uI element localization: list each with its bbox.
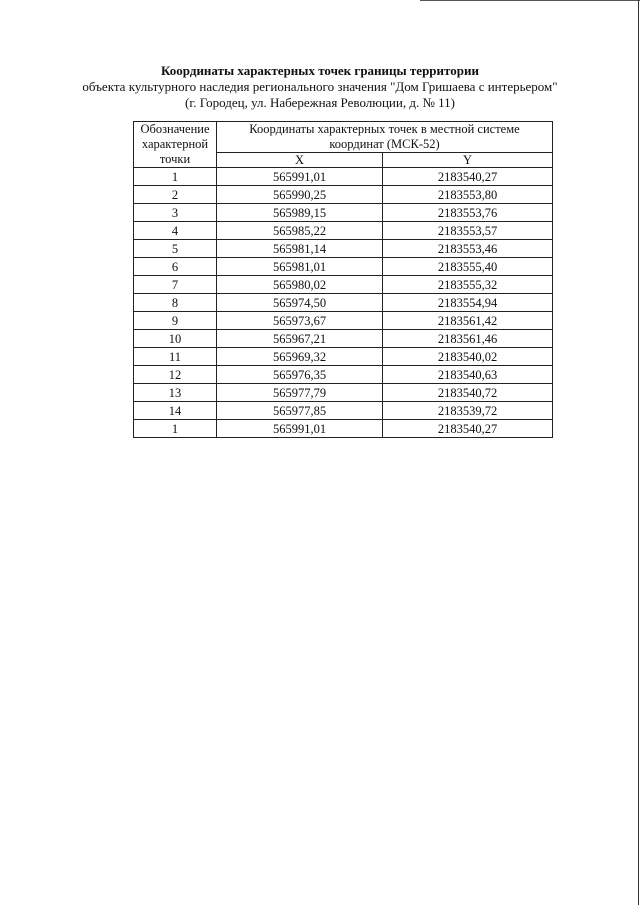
x-coordinate-cell: 565967,21 bbox=[217, 330, 383, 348]
table-row bbox=[134, 402, 553, 420]
y-coordinate-cell: 2183555,32 bbox=[383, 276, 553, 294]
y-coordinate-cell: 2183540,02 bbox=[383, 348, 553, 366]
x-coordinate-cell: 565991,01 bbox=[217, 168, 383, 186]
x-coordinate-cell: 565991,01 bbox=[217, 420, 383, 438]
y-coordinate-cell: 2183540,63 bbox=[383, 366, 553, 384]
table-row bbox=[134, 330, 553, 348]
coordinates-table bbox=[133, 121, 553, 438]
point-cell: 14 bbox=[134, 402, 217, 420]
y-coordinate-cell: 2183553,46 bbox=[383, 240, 553, 258]
x-coordinate-cell: 565976,35 bbox=[217, 366, 383, 384]
table-row bbox=[134, 204, 553, 222]
table-row bbox=[134, 312, 553, 330]
x-coordinate-cell: 565981,14 bbox=[217, 240, 383, 258]
point-cell: 11 bbox=[134, 348, 217, 366]
point-cell: 1 bbox=[134, 168, 217, 186]
table-row bbox=[134, 168, 553, 186]
table-row bbox=[134, 186, 553, 204]
y-coordinate-cell: 2183553,57 bbox=[383, 222, 553, 240]
y-coordinate-cell: 2183553,80 bbox=[383, 186, 553, 204]
document-subtitle-line1: объекта культурного наследия регионального значения "Дом Гришаева с интерьером" bbox=[82, 79, 558, 94]
point-cell: 5 bbox=[134, 240, 217, 258]
y-coordinate-cell: 2183539,72 bbox=[383, 402, 553, 420]
table-row bbox=[134, 258, 553, 276]
page-right-edge bbox=[638, 0, 639, 905]
x-coordinate-cell: 565969,32 bbox=[217, 348, 383, 366]
header-x: X bbox=[217, 153, 383, 168]
x-coordinate-cell: 565990,25 bbox=[217, 186, 383, 204]
point-cell: 9 bbox=[134, 312, 217, 330]
point-cell: 4 bbox=[134, 222, 217, 240]
x-coordinate-cell: 565981,01 bbox=[217, 258, 383, 276]
point-cell: 3 bbox=[134, 204, 217, 222]
table-row bbox=[134, 240, 553, 258]
x-coordinate-cell: 565980,02 bbox=[217, 276, 383, 294]
table-row bbox=[134, 366, 553, 384]
header-y: Y bbox=[383, 153, 553, 168]
header-point-designation: Обозначение характерной точки bbox=[134, 122, 217, 168]
table-row bbox=[134, 384, 553, 402]
table-row bbox=[134, 294, 553, 312]
header-coordinates-group: Координаты характерных точек в местной системе координат (МСК-52) bbox=[217, 122, 553, 153]
x-coordinate-cell: 565977,79 bbox=[217, 384, 383, 402]
point-cell: 1 bbox=[134, 420, 217, 438]
x-coordinate-cell: 565973,67 bbox=[217, 312, 383, 330]
y-coordinate-cell: 2183555,40 bbox=[383, 258, 553, 276]
document-subtitle-line2: (г. Городец, ул. Набережная Революции, д. № 11) bbox=[185, 95, 455, 110]
x-coordinate-cell: 565989,15 bbox=[217, 204, 383, 222]
x-coordinate-cell: 565985,22 bbox=[217, 222, 383, 240]
y-coordinate-cell: 2183561,42 bbox=[383, 312, 553, 330]
point-cell: 13 bbox=[134, 384, 217, 402]
y-coordinate-cell: 2183553,76 bbox=[383, 204, 553, 222]
table-row bbox=[134, 420, 553, 438]
page-top-edge bbox=[420, 0, 640, 1]
point-cell: 7 bbox=[134, 276, 217, 294]
point-cell: 8 bbox=[134, 294, 217, 312]
point-cell: 12 bbox=[134, 366, 217, 384]
y-coordinate-cell: 2183540,27 bbox=[383, 168, 553, 186]
table-row bbox=[134, 276, 553, 294]
table-row bbox=[134, 222, 553, 240]
document-header bbox=[0, 63, 640, 111]
x-coordinate-cell: 565974,50 bbox=[217, 294, 383, 312]
y-coordinate-cell: 2183554,94 bbox=[383, 294, 553, 312]
point-cell: 2 bbox=[134, 186, 217, 204]
y-coordinate-cell: 2183540,72 bbox=[383, 384, 553, 402]
table-body bbox=[134, 168, 553, 438]
table-row bbox=[134, 348, 553, 366]
point-cell: 10 bbox=[134, 330, 217, 348]
x-coordinate-cell: 565977,85 bbox=[217, 402, 383, 420]
document-title: Координаты характерных точек границы территории bbox=[161, 63, 479, 78]
y-coordinate-cell: 2183561,46 bbox=[383, 330, 553, 348]
point-cell: 6 bbox=[134, 258, 217, 276]
y-coordinate-cell: 2183540,27 bbox=[383, 420, 553, 438]
